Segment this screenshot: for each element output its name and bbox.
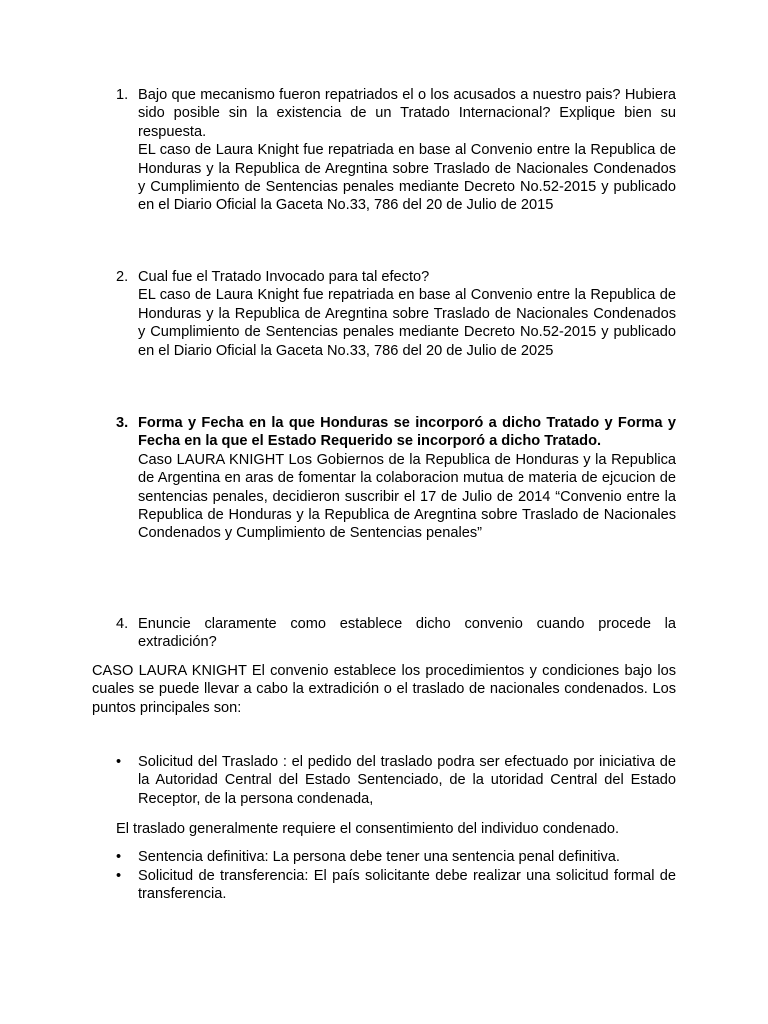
consent-note: El traslado generalmente requiere el consentimiento del individuo condenado.	[116, 821, 619, 837]
bullet-icon: •	[116, 754, 122, 770]
question-4-text: Enuncie claramente como establece dicho convenio cuando procede la extradición?	[138, 616, 676, 651]
question-1-text: Bajo que mecanismo fueron repatriados el o los acusados a nuestro pais? Hubiera sido posible sin la existencia de un Tratado Internacional? Explique bien su respuesta.	[138, 87, 676, 140]
bullet-item-text: Solicitud de transferencia: El país solicitante debe realizar una solicitud formal de transferencia.	[138, 868, 676, 903]
question-3-text: Forma y Fecha en la que Honduras se incorporó a dicho Tratado y Forma y Fecha en la que el Estado Requerido se incorporó a dicho Tratado.	[138, 415, 676, 450]
question-1-number: 1.	[116, 87, 129, 103]
question-1	[116, 86, 676, 215]
bullet-item-traslado	[116, 753, 676, 808]
bullet-item-text: Solicitud del Traslado : el pedido del traslado podra ser efectuado por iniciativa de la Autoridad Central del Estado Sentenciado, de la utoridad Central del Estado Receptor, de la persona condenada,	[138, 754, 676, 807]
answer-3-text: Caso LAURA KNIGHT Los Gobiernos de la Republica de Honduras y la Republica de Argentina en aras de fomentar la colaboracion mutua de materia de ejcucion de sentencias penales, decidieron suscribir el 17 de Julio de 2014 “Convenio entre la Republica de Honduras y la Republica de Aregntina sobre Traslado de Nacionales Condenados y Cumplimiento de Sentencias penales”	[138, 451, 676, 542]
bullet-item-text: Sentencia definitiva: La persona debe tener una sentencia penal definitiva.	[138, 849, 620, 865]
answer-4-text: CASO LAURA KNIGHT El convenio establece los procedimientos y condiciones bajo los cuales se puede llevar a cabo la extradición o el traslado de nacionales condenados. Los puntos principales son:	[92, 663, 676, 716]
question-3-number: 3.	[116, 415, 129, 431]
question-3	[116, 414, 676, 543]
question-2-text: Cual fue el Tratado Invocado para tal efecto?	[138, 269, 430, 285]
answer-1-text: EL caso de Laura Knight fue repatriada en base al Convenio entre la Republica de Honduras y la Republica de Aregntina sobre Traslado de Nacionales Condenados y Cumplimiento de Sentencias penales mediante Decreto No.52-2015 y publicado en el Diario Oficial la Gaceta No.33, 786 del 20 de Julio de 2015	[138, 142, 676, 214]
question-2-number: 2.	[116, 269, 129, 285]
bullet-icon: •	[116, 868, 122, 884]
bullet-item-sentencia	[116, 848, 676, 866]
answer-2-text: EL caso de Laura Knight fue repatriada en base al Convenio entre la Republica de Honduras y la Republica de Aregntina sobre Traslado de Nacionales Condenados y Cumplimiento de Sentencias penales mediante Decreto No.52-2015 y publicado en el Diario Oficial la Gaceta No.33, 786 del 20 de Julio de 2025	[138, 287, 676, 359]
question-4	[116, 615, 676, 652]
bullet-item-transferencia	[116, 867, 676, 904]
bullet-icon: •	[116, 849, 122, 865]
question-2	[116, 268, 676, 360]
question-4-number: 4.	[116, 616, 129, 632]
